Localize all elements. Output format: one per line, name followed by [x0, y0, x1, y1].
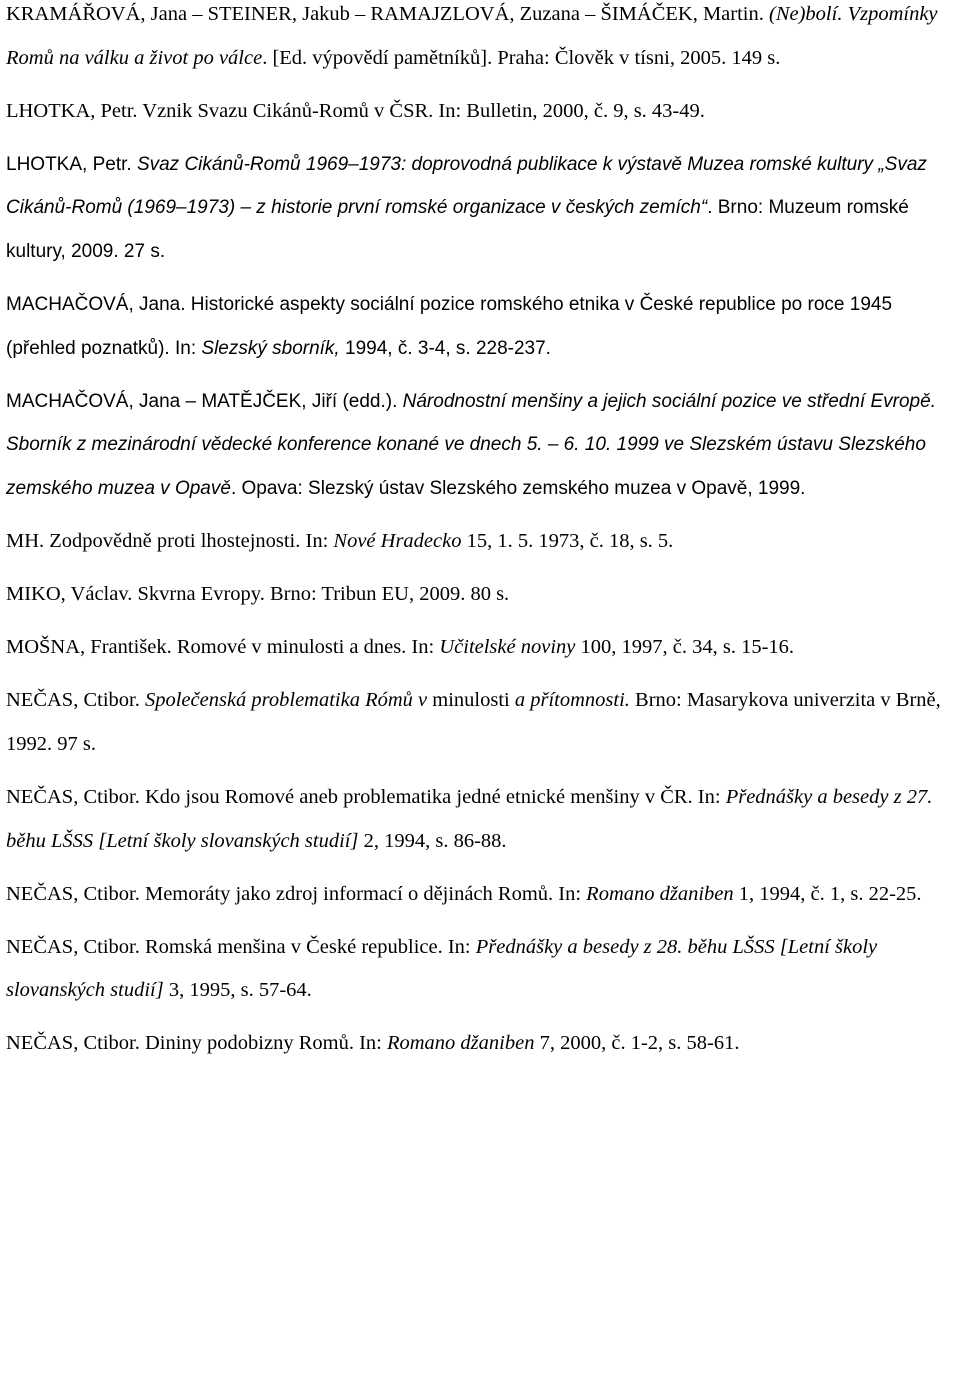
bib-entry-mosna: [6, 626, 954, 670]
entry-title: Přednášky a besedy z 28. běhu LŠSS [Letní školy slovanských studií]: [6, 935, 883, 1002]
entry-title: Národnostní menšiny a jejich sociální pozice ve střední Evropě. Sborník z mezinárodní vědecké konference konané ve dnech 5. – 6. 10. 1999 ve Slezském ústavu Slezského zemského muzea v Opavě: [6, 390, 942, 499]
entry-text: LHOTKA, Petr.: [6, 153, 137, 175]
bib-entry-necas-3: [6, 873, 954, 917]
entry-text: 1994, č. 3-4, s. 228-237.: [339, 337, 551, 359]
entry-title: Učitelské noviny: [439, 636, 576, 659]
bibliography-page: [6, 0, 954, 1066]
entry-text: MIKO, Václav. Skvrna Evropy. Brno: Tribun EU, 2009. 80 s.: [6, 583, 510, 606]
entry-text: KRAMÁŘOVÁ, Jana – STEINER, Jakub – RAMAJZLOVÁ, Zuzana – ŠIMÁČEK, Martin.: [6, 3, 769, 25]
bib-entry-machacova-2: [6, 380, 954, 511]
entry-title: Slezský sborník,: [201, 337, 340, 359]
entry-text: NEČAS, Ctibor. Dininy podobizny Romů. In:: [6, 1032, 387, 1055]
entry-title: Romano džaniben: [386, 1032, 535, 1055]
entry-text: . Opava: Slezský ústav Slezského zemského muzea v Opavě, 1999.: [230, 477, 806, 499]
bib-entry-machacova-1: [6, 283, 954, 370]
entry-text: 1, 1994, č. 1, s. 22-25.: [733, 882, 922, 905]
entry-text: NEČAS, Ctibor. Kdo jsou Romové aneb problematika jedné etnické menšiny v ČR. In:: [6, 786, 726, 808]
entry-text: minulosti: [427, 689, 515, 712]
bib-entry-mh: [6, 520, 954, 564]
entry-title: Svaz Cikánů-Romů 1969–1973: doprovodná publikace k výstavě Muzea romské kultury „Svaz Cikánů-Romů (1969–1973) – z historie první romské organizace v českých zemích“: [6, 153, 933, 219]
entry-title: Nové Hradecko: [333, 530, 462, 553]
bib-entry-lhotka-1: [6, 90, 954, 134]
bib-entry-necas-4: [6, 926, 954, 1013]
entry-text: 3, 1995, s. 57-64.: [163, 979, 312, 1002]
entry-text: NEČAS, Ctibor.: [6, 689, 145, 712]
entry-text: MACHAČOVÁ, Jana. Historické aspekty sociální pozice romského etnika v České republice po roce 1945 (přehled poznatků). In:: [6, 294, 898, 359]
entry-text: NEČAS, Ctibor. Memoráty jako zdroj informací o dějinách Romů. In:: [6, 882, 587, 905]
entry-text: . [Ed. výpovědí pamětníků]. Praha: Člověk v tísni, 2005. 149 s.: [262, 46, 781, 69]
bib-entry-necas-5: [6, 1022, 954, 1066]
entry-text: . Brno: Muzeum romské kultury, 2009. 27 s.: [6, 197, 915, 262]
bib-entry-lhotka-2: [6, 143, 954, 274]
entry-text: MOŠNA, František. Romové v minulosti a dnes. In:: [6, 636, 440, 659]
entry-text: MACHAČOVÁ, Jana – MATĚJČEK, Jiří (edd.).: [6, 390, 403, 412]
entry-text: 7, 2000, č. 1-2, s. 58-61.: [534, 1032, 740, 1055]
entry-title: (Ne)bolí. Vzpomínky Romů na válku a život po válce: [6, 3, 943, 69]
entry-text: MH. Zodpovědně proti lhostejnosti. In:: [6, 530, 334, 553]
entry-text: 15, 1. 5. 1973, č. 18, s. 5.: [461, 530, 674, 553]
entry-text: LHOTKA, Petr. Vznik Svazu Cikánů-Romů v ČSR. In: Bulletin, 2000, č. 9, s. 43-49.: [6, 99, 705, 122]
entry-title: Přednášky a besedy z 27. běhu LŠSS [Letní školy slovanských studií]: [6, 786, 938, 852]
entry-text: 100, 1997, č. 34, s. 15-16.: [575, 636, 795, 659]
entry-text: 2, 1994, s. 86-88.: [358, 829, 507, 852]
entry-text: Brno: Masarykova univerzita v Brně, 1992. 97 s.: [6, 689, 946, 755]
entry-title: a přítomnosti.: [514, 689, 630, 712]
entry-title: Romano džaniben: [586, 882, 734, 905]
bib-entry-kramarova: [6, 0, 954, 80]
bib-entry-miko: [6, 573, 954, 617]
bib-entry-necas-1: [6, 679, 954, 766]
entry-title: Společenská problematika Rómů v: [144, 689, 428, 712]
entry-text: NEČAS, Ctibor. Romská menšina v České republice. In:: [6, 935, 476, 958]
bib-entry-necas-2: [6, 776, 954, 863]
